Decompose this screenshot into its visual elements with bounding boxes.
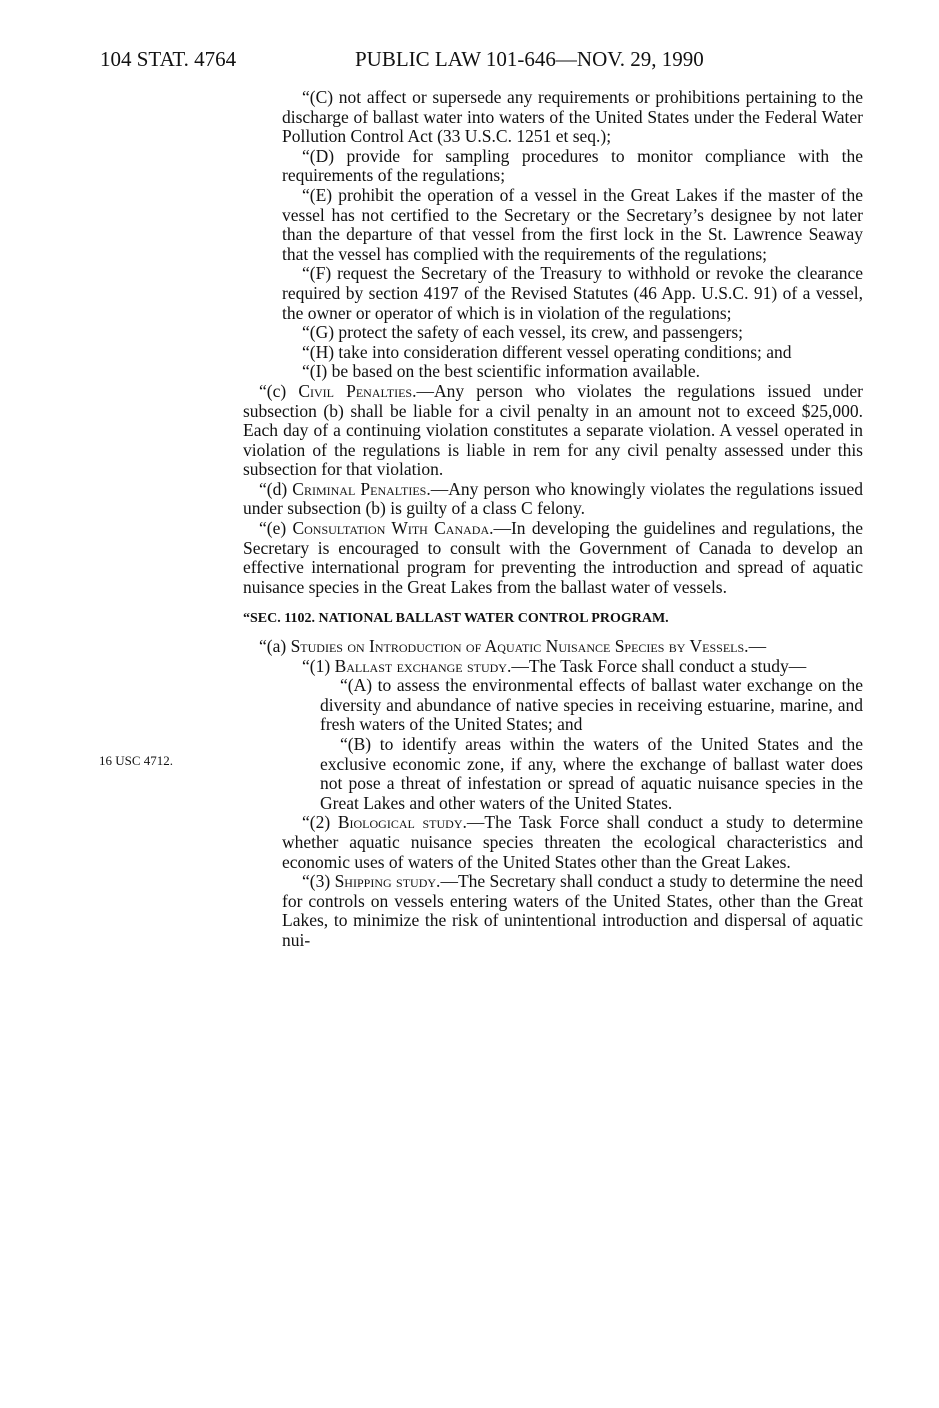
paragraph-1: [243, 657, 863, 677]
paragraph-3-lead: “(3): [302, 871, 335, 892]
subsection-c-text: —Any person who violates the regulations issued under subsection (b) shall be liable for a civil penalty in an amount not to exceed $25,000. Each day of a continuing violation constitutes a separate violation. A vessel operated in violation of the regulations is liable in rem for any civil penalty assessed under this subsection for that violation.: [243, 380, 863, 480]
paragraph-1-text: —The Task Force shall conduct a study—: [511, 655, 807, 676]
margin-citation: 16 USC 4712.: [99, 753, 174, 768]
para-h: “(H) take into consideration different vessel operating conditions; and: [302, 341, 792, 362]
subsection-a-heading: Studies on Introduction of Aquatic Nuisance Species by Vessels.: [290, 636, 749, 657]
paragraph-2: [243, 813, 863, 872]
para-f: “(F) request the Secretary of the Treasury to withhold or revoke the clearance required by section 4197 of the Revised Statutes (46 App. U.S.C. 91) of a vessel, the owner or operator of which is in violation of the regulations;: [282, 263, 863, 323]
subsection-d-lead: “(d): [259, 478, 293, 499]
paragraph-2-lead: “(2): [302, 812, 338, 833]
subsection-d-text: —Any person who knowingly violates the regulations issued under subsection (b) is guilty of a class C felony.: [243, 478, 863, 519]
subparagraph-a: “(A) to assess the environmental effects of ballast water exchange on the diversity and abundance of native species in receiving estuarine, marine, and fresh waters of the United States; and: [320, 675, 863, 735]
subsection-e-lead: “(e): [259, 518, 293, 539]
paragraph-3-heading: Shipping study.: [334, 871, 441, 892]
paragraph-1-lead: “(1): [302, 655, 335, 676]
paragraph-2-heading: Biological study.: [337, 812, 467, 833]
subsection-e-heading: Consultation With Canada.: [292, 518, 494, 539]
paragraph-3: [243, 872, 863, 950]
para-e: “(E) prohibit the operation of a vessel in the Great Lakes if the master of the vessel has not certified to the Secretary or the Secretary’s designee by not later than the departure of that vessel from the first lock in the St. Lawrence Seaway that the vessel has complied with the requirements of the regulations;: [282, 184, 863, 264]
subsection-d-heading: Criminal Penalties.: [292, 478, 431, 499]
subsection-a-text: —: [748, 636, 767, 657]
paragraph-3-text: —The Secretary shall conduct a study to determine the need for controls on vessels entering waters of the United States, other than the Great Lakes, to minimize the risk of unintentional introduction and dispersal of aquatic nui-: [282, 871, 863, 950]
body-text: [243, 88, 863, 951]
para-d: “(D) provide for sampling procedures to monitor compliance with the requirements of the regulations;: [282, 145, 863, 186]
paragraph-2-text: —The Task Force shall conduct a study to determine whether aquatic nuisance species threaten the ecological characteristics and economic uses of waters of the United States other than the Great Lakes.: [282, 812, 863, 872]
page-title: PUBLIC LAW 101-646—NOV. 29, 1990: [355, 47, 704, 71]
subsection-a-lead: “(a): [259, 636, 291, 657]
subsection-e: [243, 519, 863, 597]
subsection-d: [243, 480, 863, 519]
subparagraph-b: “(B) to identify areas within the waters of the United States and the exclusive economic zone, if any, where the exchange of ballast water does not pose a threat of infestation or spread of aquatic nuisance species in the Great Lakes and other waters of the United States.: [320, 734, 863, 813]
para-c: “(C) not affect or supersede any requirements or prohibitions pertaining to the discharge of ballast water into waters of the United States under the Federal Water Pollution Control Act (33 U.S.C. 1251 et seq.);: [282, 87, 863, 147]
para-g: “(G) protect the safety of each vessel, its crew, and passengers;: [302, 322, 744, 343]
subsection-c-lead: “(c): [259, 380, 299, 401]
subsection-a: [243, 637, 863, 657]
subsection-c: [243, 382, 863, 480]
section-heading: “SEC. 1102. NATIONAL BALLAST WATER CONTROL PROGRAM.: [243, 611, 669, 627]
paragraph-1-heading: Ballast exchange study.: [334, 655, 512, 676]
stat-citation: 104 STAT. 4764: [100, 47, 237, 71]
para-i: “(I) be based on the best scientific information available.: [302, 361, 700, 382]
subsection-c-heading: Civil Penalties.: [298, 380, 417, 401]
subsection-e-text: —In developing the guidelines and regulations, the Secretary is encouraged to consult with the Government of Canada to develop an effective international program for preventing the introduction and spread of aquatic nuisance species in the Great Lakes from the ballast water of vessels.: [243, 518, 863, 597]
